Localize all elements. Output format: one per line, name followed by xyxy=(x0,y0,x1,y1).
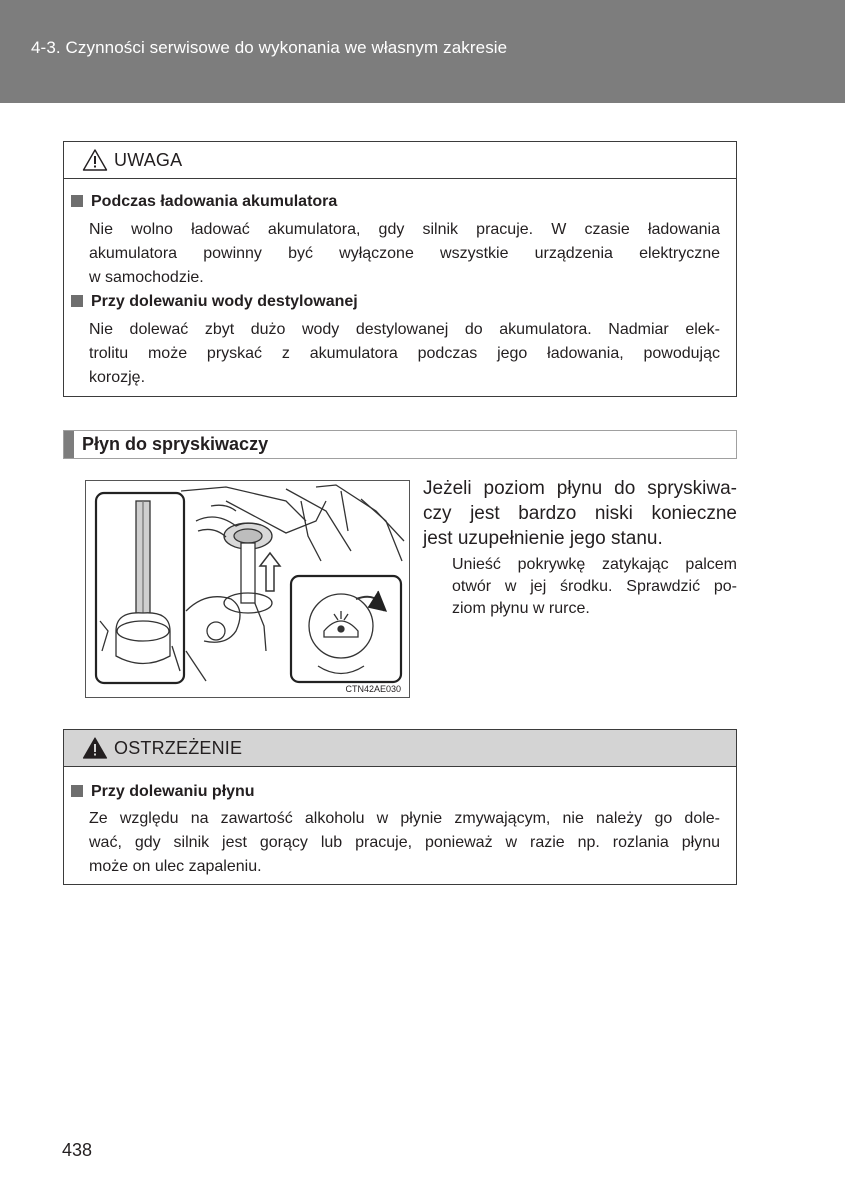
warning-item-text xyxy=(89,807,720,879)
text-line: czy jest bardzo niski konieczne xyxy=(423,503,737,524)
text-line: Ze względu na zawartość alkoholu w płynie zmywającym, nie należy go dole- xyxy=(89,810,720,827)
caution-item-title: Przy dolewaniu wody destylowanej xyxy=(71,293,358,311)
figure-code: CTN42AE030 xyxy=(345,684,401,694)
bullet-square-icon xyxy=(71,785,83,797)
text-line: Jeżeli poziom płynu do spryskiwa- xyxy=(423,478,737,499)
text-line: Unieść pokrywkę zatykając palcem xyxy=(452,556,737,573)
text-line: w samochodzie. xyxy=(89,269,204,286)
section-title: Płyn do spryskiwaczy xyxy=(82,434,269,454)
section-heading xyxy=(63,430,737,459)
caution-item-text xyxy=(89,218,720,290)
washer-reservoir-drawing xyxy=(86,481,409,697)
warning-item-title: Przy dolewaniu płynu xyxy=(71,783,255,801)
text-line: może on ulec zapaleniu. xyxy=(89,858,262,875)
text-line: jest uzupełnienie jego stanu. xyxy=(423,528,663,549)
warning-box xyxy=(63,729,737,885)
text-line: ziom płynu w rurce. xyxy=(452,600,590,617)
instruction-text xyxy=(452,554,737,620)
warning-label: OSTRZEŻENIE xyxy=(114,737,243,758)
page-header xyxy=(0,0,845,103)
text-line: Nie dolewać zbyt dużo wody destylowanej do akumulatora. Nadmiar elek- xyxy=(89,321,720,338)
caution-label: UWAGA xyxy=(114,149,183,170)
text-line: wać, gdy silnik jest gorący lub pracuje, ponieważ w razie np. rozlania płynu xyxy=(89,834,720,851)
caution-item-title: Podczas ładowania akumulatora xyxy=(71,193,337,211)
text-line: Nie wolno ładować akumulatora, gdy silnik pracuje. W czasie ładowania xyxy=(89,221,720,238)
text-line: korozję. xyxy=(89,369,146,386)
warning-triangle-filled-icon xyxy=(82,736,108,760)
caution-box xyxy=(63,141,737,397)
bullet-square-icon xyxy=(71,295,83,307)
page-number: 438 xyxy=(62,1140,93,1160)
text-line: otwór w jej środku. Sprawdzić po- xyxy=(452,578,737,595)
chapter-title: 4-3. Czynności serwisowe do wykonania we własnym zakresie xyxy=(31,38,508,57)
text-line: trolitu może pryskać z akumulatora podczas jego ładowania, powodując xyxy=(89,345,720,362)
bullet-square-icon xyxy=(71,195,83,207)
intro-text xyxy=(423,476,737,551)
text-line: akumulatora powinny być wyłączone wszystkie urządzenia elektryczne xyxy=(89,245,720,262)
caution-triangle-outline-icon xyxy=(82,148,108,172)
caution-item-text xyxy=(89,318,720,390)
section-accent-bar xyxy=(64,431,74,458)
washer-fluid-illustration xyxy=(85,480,410,698)
caution-header xyxy=(64,142,736,179)
warning-header xyxy=(64,730,736,767)
